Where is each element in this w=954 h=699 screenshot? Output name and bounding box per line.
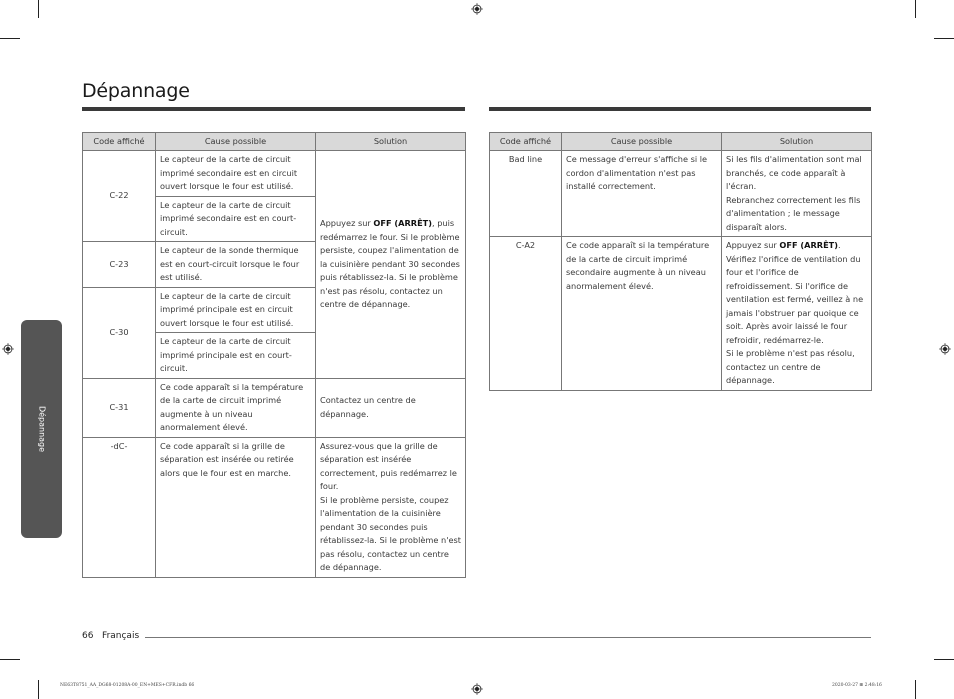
crop-mark [0,659,20,660]
table-header-row [490,133,872,151]
table-header-row [83,133,466,151]
page-language: Français [102,631,140,641]
error-code: Bad line [490,151,562,237]
registration-mark-icon [2,343,14,355]
error-code-table-left [82,132,466,578]
cause-cell: Le capteur de la carte de circuit imprimé principale est en court-circuit. [156,333,316,379]
cause-cell: Ce code apparaît si la température de la carte de circuit imprimé secondaire augmente à un niveau anormalement élevé. [562,237,722,391]
error-code: C-22 [83,151,156,242]
side-tab-label: Dépannage [37,405,46,453]
table-row [490,237,872,391]
header-cause: Cause possible [156,133,316,151]
crop-mark [934,659,954,660]
cause-cell: Ce code apparaît si la grille de séparation est insérée ou retirée alors que le four est en marche. [156,437,316,577]
crop-mark [38,0,39,18]
title-rule-left [82,107,465,111]
header-solution: Solution [316,133,466,151]
table-row [83,378,466,437]
page-number: 66 [82,631,94,641]
registration-mark-icon [471,3,483,15]
footer-rule [145,637,871,638]
solution-cell: Appuyez sur OFF (ARRÊT). Vérifiez l'orifice de ventilation du four et l'orifice de refroidissement. Si l'orifice de ventilation est fermé, veillez à ne jamais l'obstruer par quoique ce soit. Après avoir laissé le four refroidir, redémarrez-le. Si le problème n'est pas résolu, contactez un centre de dépannage. [722,237,872,391]
cause-cell: Le capteur de la sonde thermique est en court-circuit lorsque le four est utilisé. [156,242,316,288]
crop-mark [38,680,39,699]
error-code: C-30 [83,287,156,378]
registration-mark-icon [471,683,483,695]
cause-cell: Ce message d'erreur s'affiche si le cordon d'alimentation n'est pas installé correctement. [562,151,722,237]
solution-cell: Contactez un centre de dépannage. [316,378,466,437]
header-solution: Solution [722,133,872,151]
off-key-label: OFF (ARRÊT) [373,218,433,228]
off-key-label: OFF (ARRÊT) [779,240,839,250]
error-code-table-right [489,132,872,391]
table-row [83,437,466,577]
cause-cell: Le capteur de la carte de circuit imprimé secondaire est en circuit ouvert lorsque le four est utilisé. [156,151,316,197]
crop-mark [915,680,916,699]
shared-solution-cell: Appuyez sur OFF (ARRÊT), puis redémarrez le four. Si le problème persiste, coupez l'alimentation de la cuisinière pendant 30 secondes puis rétablissez-la. Si le problème n'est pas résolu, contactez un centre de dépannage. [316,151,466,379]
registration-mark-icon [939,343,951,355]
error-code: -dC- [83,437,156,577]
print-slug-left: NE63T8751_AA_DG68-01208A-00_EN+MES+CFR.indb 66 [60,683,195,688]
cause-cell: Ce code apparaît si la température de la carte de circuit imprimé augmente à un niveau anormalement élevé. [156,378,316,437]
error-code: C-23 [83,242,156,288]
solution-cell: Si les fils d'alimentation sont mal branchés, ce code apparaît à l'écran. Rebranchez correctement les fils d'alimentation ; le message disparaît alors. [722,151,872,237]
header-cause: Cause possible [562,133,722,151]
crop-mark [934,38,954,39]
header-code: Code affiché [490,133,562,151]
cause-cell: Le capteur de la carte de circuit imprimé secondaire est en court-circuit. [156,196,316,242]
page-footer [82,631,139,641]
error-code: C-A2 [490,237,562,391]
crop-mark [0,38,20,39]
cause-cell: Le capteur de la carte de circuit imprimé principale est en circuit ouvert lorsque le four est utilisé. [156,287,316,333]
title-rule-right [489,107,871,111]
print-slug-right: 2020-03-27 ⊞ 2:48:16 [832,683,882,688]
page-title: Dépannage [82,80,190,102]
table-row [83,151,466,197]
solution-cell: Assurez-vous que la grille de séparation est insérée correctement, puis redémarrez le four. Si le problème persiste, coupez l'alimentation de la cuisinière pendant 30 secondes puis rétablissez-la. Si le problème n'est pas résolu, contactez un centre de dépannage. [316,437,466,577]
error-code: C-31 [83,378,156,437]
header-code: Code affiché [83,133,156,151]
side-tab [21,320,62,538]
table-row [490,151,872,237]
crop-mark [915,0,916,18]
